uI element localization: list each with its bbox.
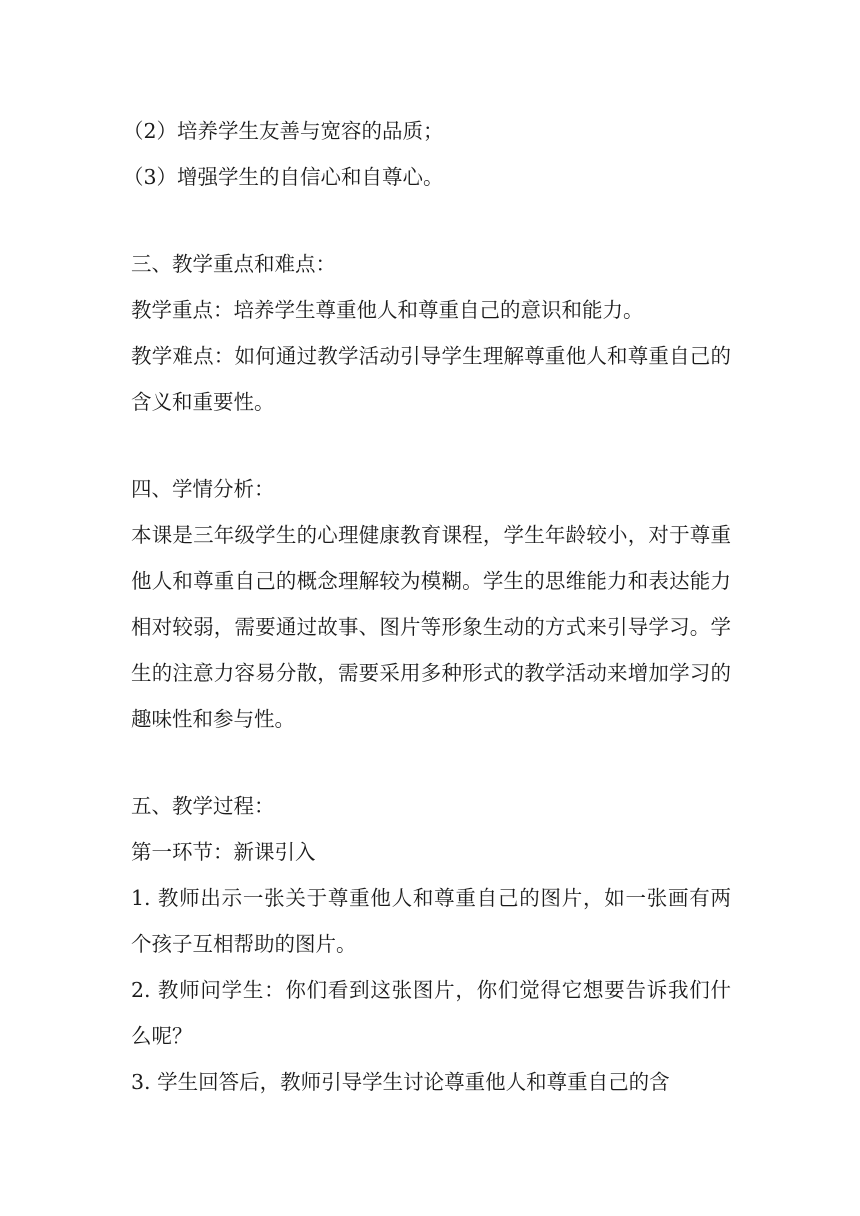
section-5-heading: 五、教学过程： bbox=[131, 794, 275, 818]
paragraph-spacer bbox=[131, 425, 731, 466]
stage-1-title: 第一环节：新课引入 bbox=[131, 840, 316, 864]
difficulty-text: 教学难点：如何通过教学活动引导学生理解尊重他人和尊重自己的含义和重要性。 bbox=[131, 344, 731, 414]
paragraph-spacer bbox=[131, 742, 731, 783]
key-point-text: 教学重点：培养学生尊重他人和尊重自己的意识和能力。 bbox=[131, 298, 644, 322]
objective-item-3: （3）增强学生的自信心和自尊心。 bbox=[123, 165, 444, 189]
step-1-text: 1. 教师出示一张关于尊重他人和尊重自己的图片，如一张画有两个孩子互相帮助的图片。 bbox=[131, 886, 731, 956]
learning-analysis-text: 本课是三年级学生的心理健康教育课程，学生年龄较小，对于尊重他人和尊重自己的概念理解较为模糊。学生的思维能力和表达能力相对较弱，需要通过故事、图片等形象生动的方式来引导学习。学生的注意力容易分散，需要采用多种形式的教学活动来增加学习的趣味性和参与性。 bbox=[131, 523, 731, 731]
step-3-text: 3. 学生回答后，教师引导学生讨论尊重他人和尊重自己的含 bbox=[131, 1070, 670, 1094]
section-4-heading: 四、学情分析： bbox=[131, 477, 275, 501]
document-body bbox=[123, 108, 731, 1105]
objective-item-2: （2）培养学生友善与宽容的品质； bbox=[123, 119, 444, 143]
section-3-heading: 三、教学重点和难点： bbox=[131, 252, 336, 276]
step-2-text: 2. 教师问学生：你们看到这张图片，你们觉得它想要告诉我们什么呢？ bbox=[131, 978, 731, 1048]
paragraph-spacer bbox=[131, 200, 731, 241]
